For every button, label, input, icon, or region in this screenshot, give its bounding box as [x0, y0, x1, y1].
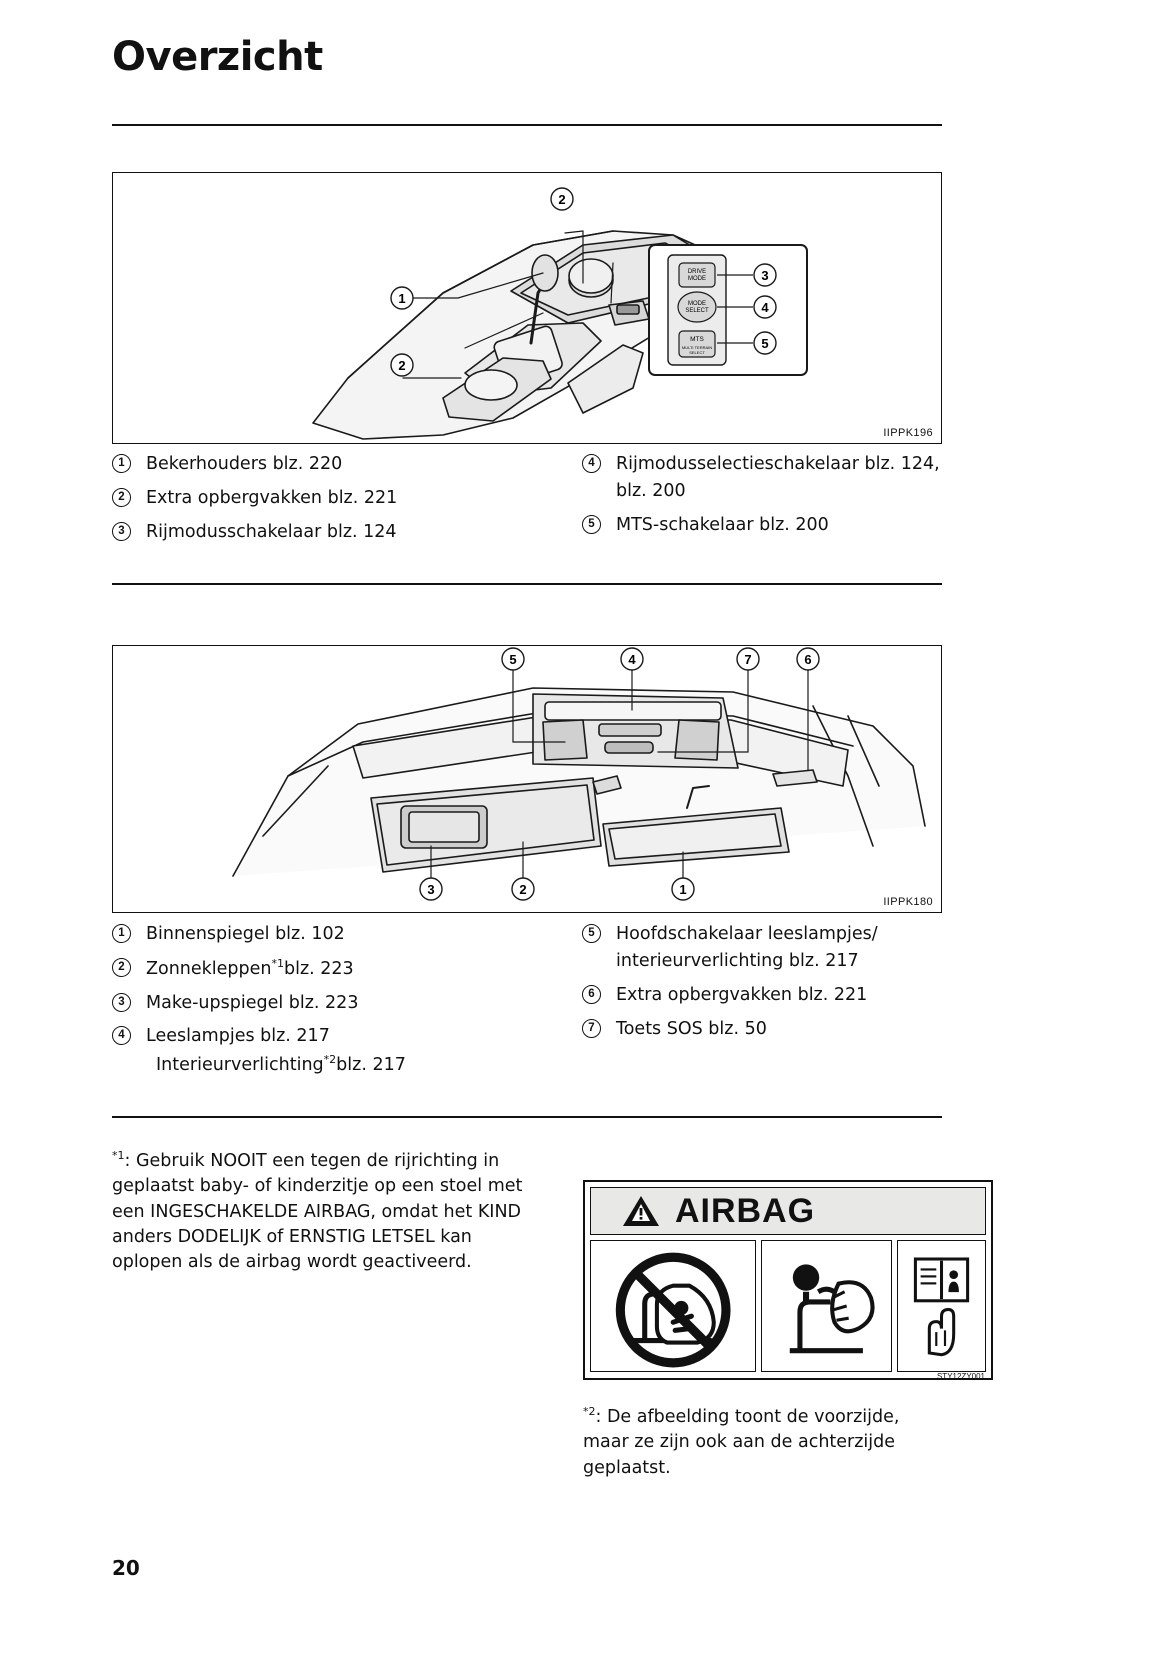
legend-text: Bekerhouders blz. 220	[146, 454, 343, 474]
page-number: 20	[112, 1556, 140, 1580]
legend-text: Hoofdschakelaar leeslampjes/	[616, 924, 878, 944]
legend-column-right	[582, 922, 982, 1050]
svg-text:MULTI TERRAIN: MULTI TERRAIN	[681, 345, 713, 350]
callout-number: 2	[112, 958, 131, 977]
legend-item	[582, 513, 982, 538]
legend-item	[112, 956, 552, 982]
svg-text:6: 6	[804, 652, 812, 667]
legend-text: Extra opbergvakken blz. 221	[616, 984, 868, 1005]
airbag-deployment-icon	[761, 1240, 892, 1372]
legend-item	[582, 983, 982, 1008]
callout-number: 1	[112, 924, 131, 943]
footnote-marker: *1	[271, 956, 284, 970]
figure-code: IIPPK196	[883, 427, 933, 439]
airbag-label-word: AIRBAG	[675, 1191, 816, 1230]
svg-text:4: 4	[628, 652, 636, 667]
legend-text: Zonnekleppen	[146, 958, 272, 979]
legend-item	[582, 922, 982, 947]
callout-number: 4	[582, 454, 601, 473]
svg-text:2: 2	[398, 358, 406, 373]
svg-text:5: 5	[761, 336, 769, 351]
page-title: Overzicht	[112, 34, 323, 80]
figure-console-illustration	[112, 172, 942, 444]
legend-text: Rijmodusschakelaar blz. 124	[146, 521, 397, 542]
svg-text:MTS: MTS	[690, 336, 704, 343]
legend-subtext-page: blz. 217	[336, 1055, 406, 1076]
legend-text-continued: interieurverlichting blz. 217	[616, 950, 859, 971]
svg-text:4: 4	[761, 300, 769, 315]
callout-number: 7	[582, 1019, 601, 1038]
legend-subtext	[112, 1052, 552, 1078]
callout-number: 1	[112, 454, 131, 473]
svg-text:3: 3	[427, 882, 435, 897]
airbag-label-code: STY12ZY001	[936, 1372, 985, 1381]
manual-book-icon	[897, 1240, 986, 1372]
callout-number: 2	[112, 488, 131, 507]
legend-item	[112, 991, 552, 1016]
legend-item	[112, 486, 532, 511]
legend-text-continued: blz. 200	[616, 480, 686, 501]
section-divider	[112, 583, 942, 585]
footnote-marker: *2	[583, 1405, 596, 1418]
svg-text:1: 1	[679, 882, 687, 897]
overhead-console-diagram	[113, 646, 940, 911]
svg-text:7: 7	[744, 652, 752, 667]
callout-number: 3	[112, 993, 131, 1012]
footnote-2-text: : De afbeelding toont de voorzijde, maar ze zijn ook aan de achterzijde geplaatst.	[583, 1406, 900, 1478]
figure-code: IIPPK180	[883, 896, 933, 908]
legend-item	[112, 452, 532, 477]
callout-number: 5	[582, 924, 601, 943]
legend-text: MTS-schakelaar blz. 200	[616, 514, 829, 535]
callout-number: 3	[112, 522, 131, 541]
header-divider	[112, 124, 942, 126]
figure-overhead-console-illustration	[112, 645, 942, 913]
legend-console	[112, 452, 942, 572]
legend-text: Binnenspiegel blz. 102	[146, 924, 345, 944]
legend-column-left	[112, 452, 532, 554]
no-rear-facing-child-seat-icon	[590, 1240, 756, 1372]
legend-text-2: blz. 223	[283, 958, 354, 979]
legend-item	[112, 1024, 552, 1049]
svg-text:2: 2	[519, 882, 527, 897]
footnote-1	[112, 1148, 532, 1276]
svg-text:MODE: MODE	[688, 301, 706, 307]
legend-item	[582, 1017, 982, 1042]
section-divider	[112, 1116, 942, 1118]
legend-text: Leeslampjes blz. 217	[146, 1026, 330, 1047]
legend-text: Make-upspiegel blz. 223	[146, 992, 359, 1013]
legend-item	[112, 922, 552, 947]
callout-number: 4	[112, 1026, 131, 1045]
legend-column-right	[582, 452, 982, 547]
callout-number: 5	[582, 515, 601, 534]
svg-text:SELECT: SELECT	[685, 308, 709, 314]
legend-item	[582, 452, 982, 477]
warning-triangle-icon	[621, 1194, 661, 1228]
airbag-warning-label	[583, 1180, 993, 1380]
svg-text:2: 2	[558, 192, 566, 207]
footnote-marker: *1	[112, 1149, 125, 1162]
legend-text: Toets SOS blz. 50	[616, 1018, 767, 1039]
console-diagram	[113, 173, 940, 442]
svg-text:1: 1	[398, 291, 406, 306]
svg-text:DRIVE: DRIVE	[687, 269, 707, 275]
svg-text:3: 3	[761, 268, 769, 283]
switch-detail-panel	[649, 245, 807, 375]
callout-number: 6	[582, 985, 601, 1004]
legend-subtext-label: Interieurverlichting	[156, 1055, 324, 1076]
footnote-marker: *2	[323, 1053, 337, 1067]
legend-column-left	[112, 922, 552, 1078]
legend-item	[112, 520, 532, 545]
legend-text: Extra opbergvakken blz. 221	[146, 487, 398, 508]
svg-text:MODE: MODE	[688, 276, 706, 282]
svg-text:SELECT: SELECT	[689, 350, 705, 355]
footnote-2	[583, 1404, 943, 1481]
airbag-label-header	[590, 1187, 986, 1235]
legend-overhead	[112, 922, 942, 1112]
airbag-label-pictograms	[590, 1240, 986, 1372]
svg-text:5: 5	[509, 652, 517, 667]
footnote-1-text: : Gebruik NOOIT een tegen de rijrichting in geplaatst baby- of kinderzitje op een stoel met een INGESCHAKELDE AIRBAG, omdat het KIND anders DODELIJK of ERNSTIG LETSEL kan oplopen als de airbag wordt geactiveerd.	[112, 1150, 523, 1273]
legend-text: Rijmodusselectieschakelaar blz. 124,	[616, 454, 940, 474]
